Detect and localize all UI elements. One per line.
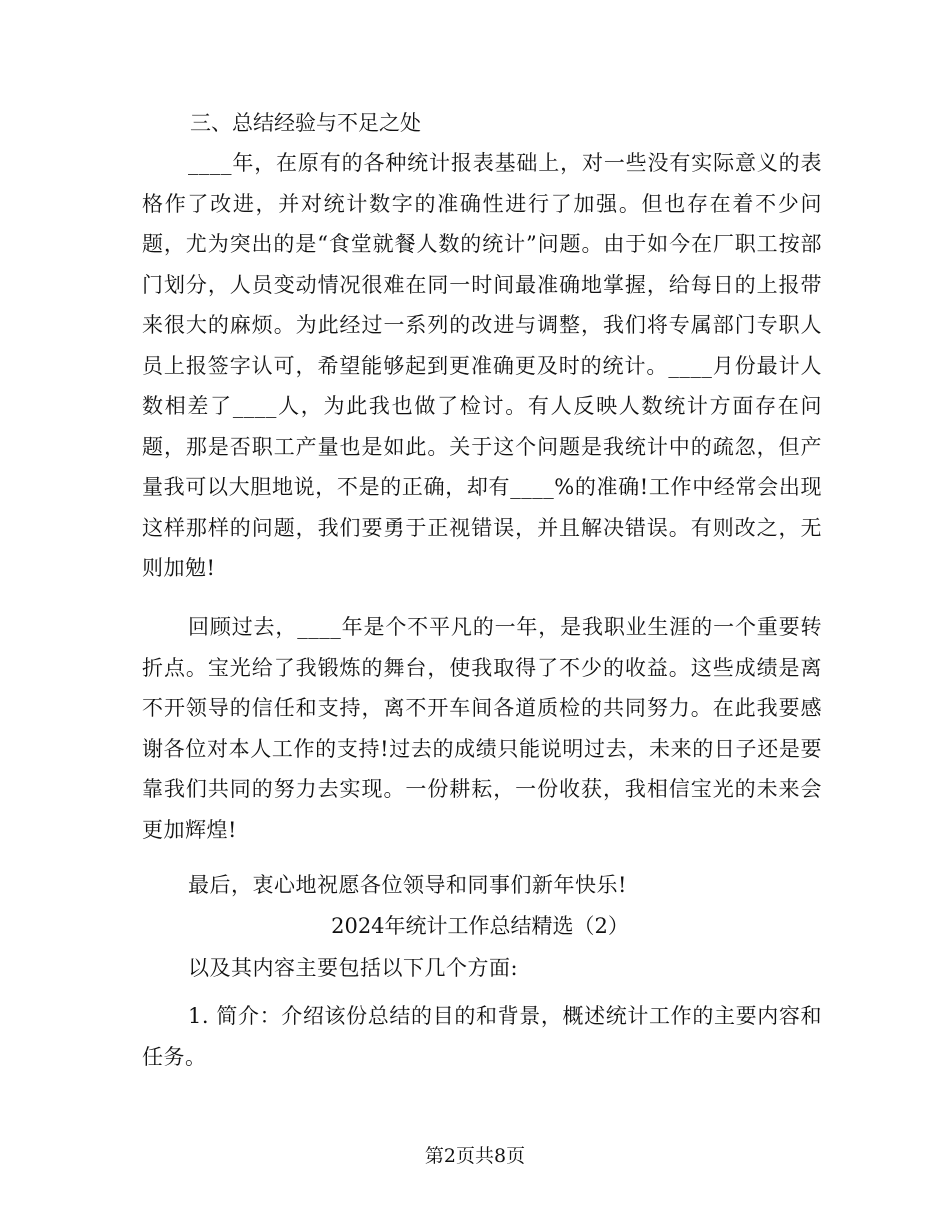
intro-line: 以及其内容主要包括以下几个方面: (188, 956, 519, 980)
paragraph-closing-wishes: 最后，衷心地祝愿各位领导和同事们新年快乐! (188, 873, 627, 897)
section-title: 2024年统计工作总结精选（2） (331, 914, 629, 938)
paragraph-block (142, 865, 822, 906)
paragraph-statistics-improvement: ____年，在原有的各种统计报表基础上，对一些没有实际意义的表格作了改进，并对统计数字的准确性进行了加强。但也存在着不少问题，尤为突出的是“食堂就餐人数的统计”问题。由于如今在厂职工按部门划分，人员变动情况很难在同一时间最准确地掌握，给每日的上报带来很大的麻烦。为此经过一系列的改进与调整，我们将专属部门专职人员上报签字认可，希望能够起到更准确更及时的统计。____月份最计人数相差了____人，为此我也做了检讨。有人反映人数统计方面存在问题，那是否职工产量也是如此。关于这个问题是我统计中的疏忽，但产量我可以大胆地说，不是的正确，却有____%的准确!工作中经常会出现这样那样的问题，我们要勇于正视错误，并且解决错误。有则改之，无则加勉! (142, 151, 822, 580)
list-item: 1. 简介：介绍该份总结的目的和背景，概述统计工作的主要内容和任务。 (142, 1004, 822, 1069)
paragraph-block (142, 143, 822, 589)
paragraph-block (142, 948, 822, 989)
paragraph-review: 回顾过去，____年是个不平凡的一年，是我职业生涯的一个重要转折点。宝光给了我锻炼的舞台，使我取得了不少的收益。这些成绩是离不开领导的信任和支持，离不开车间各道质检的共同努力。在此我要感谢各位对本人工作的支持!过去的成绩只能说明过去，未来的日子还是要靠我们共同的努力去实现。一份耕耘，一份收获，我相信宝光的未来会更加辉煌! (142, 615, 822, 842)
paragraph-block (142, 996, 822, 1077)
paragraph-block (142, 607, 822, 850)
section-heading: 三、总结经验与不足之处 (190, 111, 421, 135)
page-indicator: 第2页共8页 (424, 1145, 526, 1167)
